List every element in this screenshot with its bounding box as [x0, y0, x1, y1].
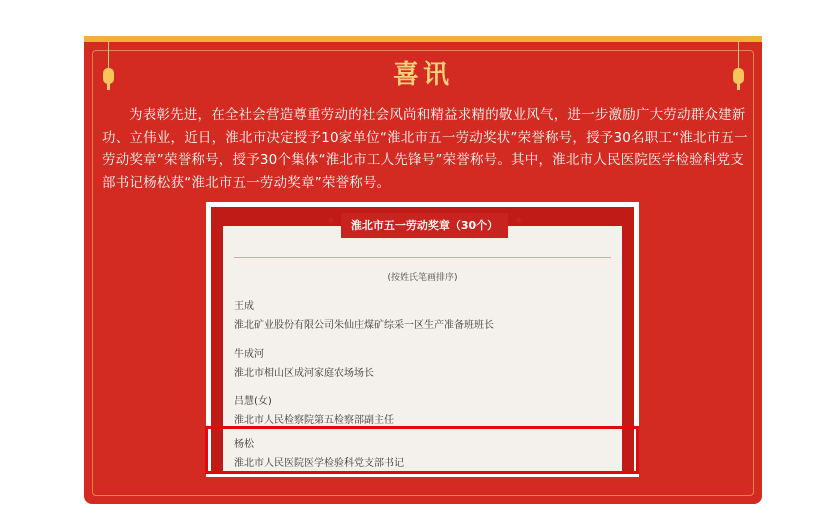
- entry-role: 淮北市人民检察院第五检察部副主任: [234, 415, 394, 426]
- document-divider: [234, 257, 611, 258]
- entry-role: 淮北市相山区成河家庭农场场长: [234, 368, 374, 379]
- list-item: [234, 300, 494, 334]
- award-ribbon: 淮北市五一劳动奖章（30个）: [341, 213, 508, 238]
- star-right-icon: ★: [514, 214, 524, 227]
- entry-name: 牛成河: [234, 349, 264, 360]
- entry-role: 淮北市人民医院医学检验科党支部书记: [234, 458, 404, 469]
- entry-name: 王成: [234, 301, 254, 312]
- entry-name: 吕慧(女): [234, 396, 272, 407]
- card-top-bar: [84, 36, 762, 42]
- star-left-icon: ★: [326, 214, 336, 227]
- list-item: [234, 348, 374, 382]
- entry-role: 淮北矿业股份有限公司朱仙庄煤矿综采一区生产准备班班长: [234, 320, 494, 331]
- entry-name: 杨松: [234, 439, 254, 450]
- list-item: [234, 395, 394, 429]
- highlight-box: [205, 426, 639, 474]
- announcement-paragraph: 为表彰先进，在全社会营造尊重劳动的社会风尚和精益求精的敬业风气，进一步激励广大劳动群众建新功、立伟业，近日，淮北市决定授予10家单位“淮北市五一劳动奖状”荣誉称号，授予30名职工“淮北市五一劳动奖章”荣誉称号，授予30个集体“淮北市工人先锋号”荣誉称号。其中，淮北市人民医院医学检验科党支部书记杨松获“淮北市五一劳动奖章”荣誉称号。: [102, 107, 748, 191]
- page-title: 喜讯: [392, 60, 453, 90]
- news-card: [84, 36, 762, 504]
- sort-note: (按姓氏笔画排序): [387, 273, 458, 283]
